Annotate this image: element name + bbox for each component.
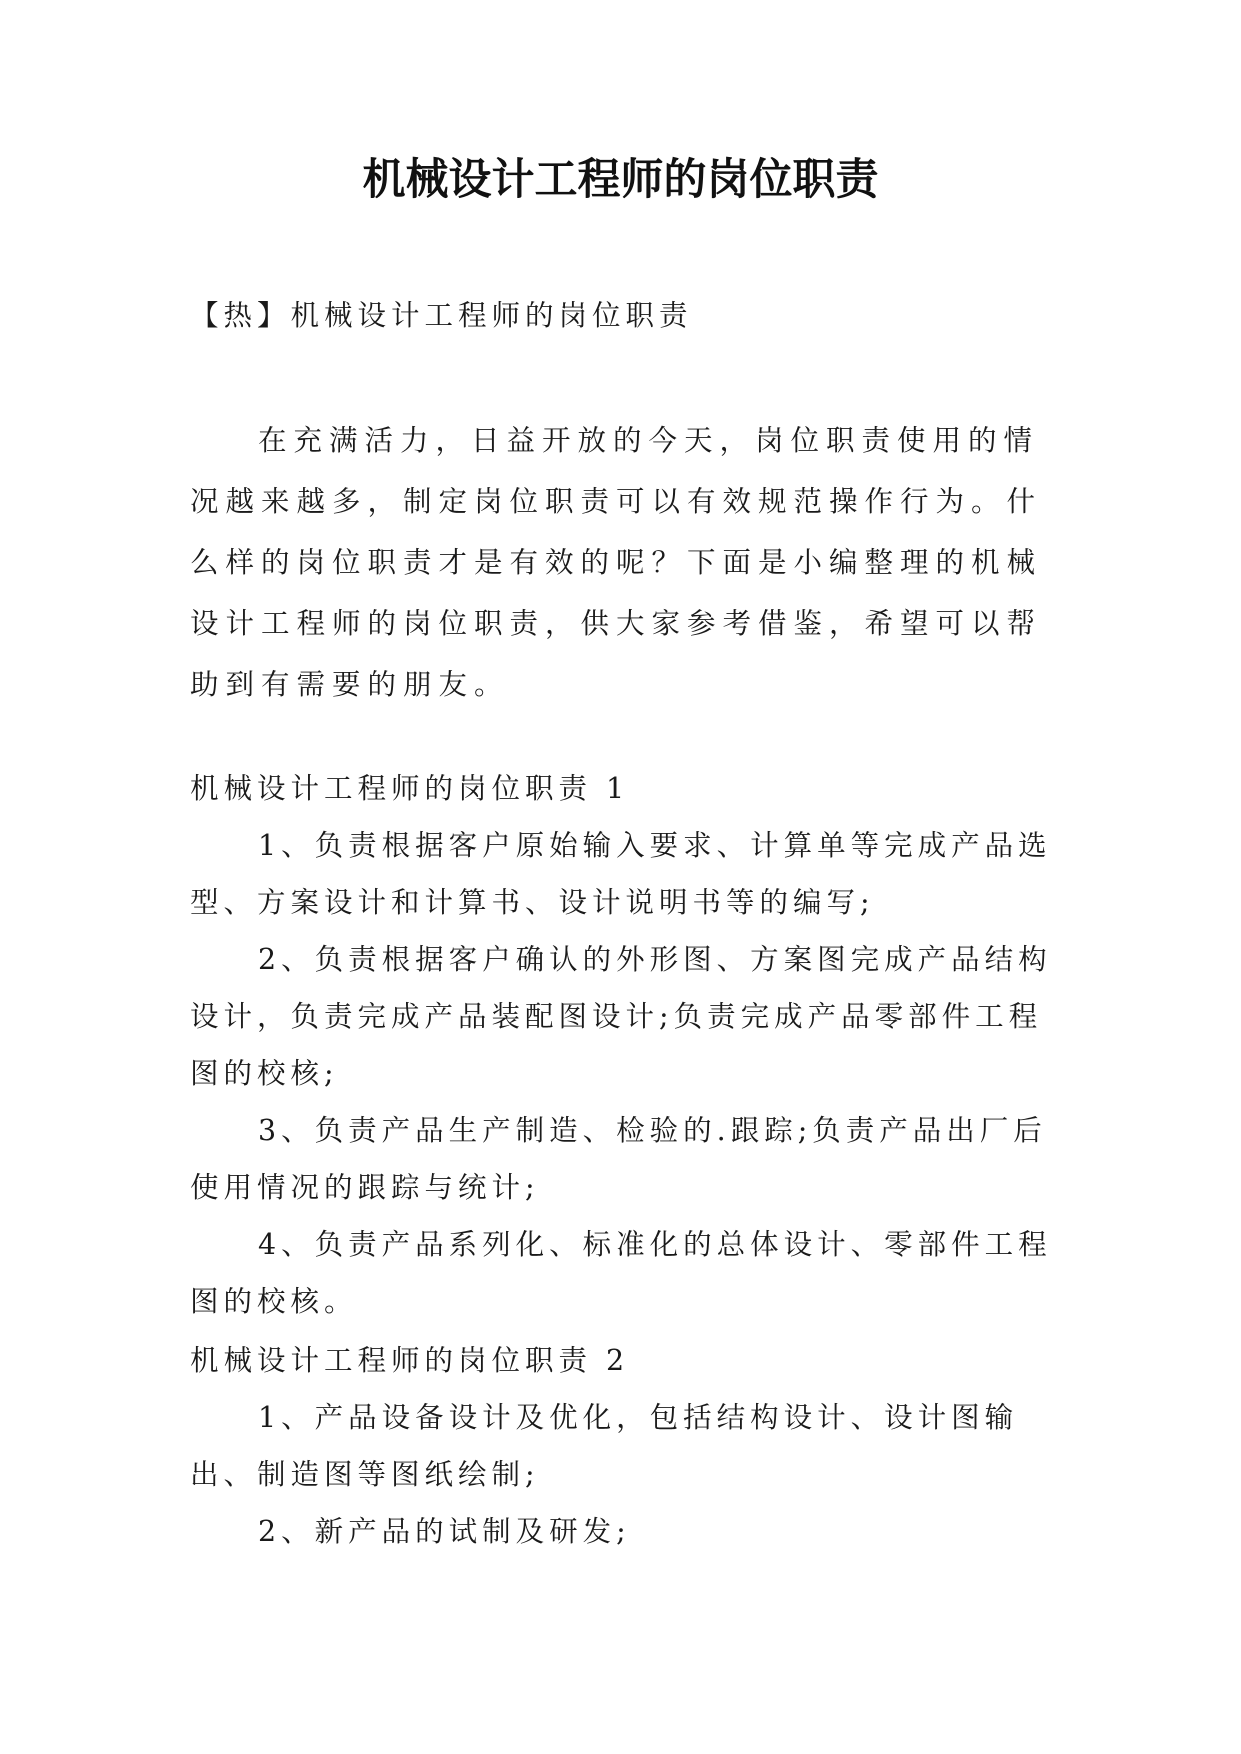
- list-item: 2、新产品的试制及研发;: [258, 1515, 631, 1548]
- intro-paragraph: 在充满活力，日益开放的今天，岗位职责使用的情况越来越多，制定岗位职责可以有效规范操作行为。什么样的岗位职责才是有效的呢？下面是小编整理的机械设计工程师的岗位职责，供大家参考借鉴，希望可以帮助到有需要的朋友。: [190, 424, 1043, 701]
- list-item: 1、产品设备设计及优化，包括结构设计、设计图输出、制造图等图纸绘制;: [190, 1401, 1019, 1491]
- section-1: [190, 760, 1052, 1330]
- document-subtitle: 【热】机械设计工程师的岗位职责: [190, 299, 693, 332]
- list-item: 4、负责产品系列化、标准化的总体设计、零部件工程图的校核。: [190, 1228, 1052, 1318]
- list-item: 1、负责根据客户原始输入要求、计算单等完成产品选型、方案设计和计算书、设计说明书等的编写;: [190, 829, 1052, 919]
- document-title: 机械设计工程师的岗位职责: [362, 155, 879, 205]
- section-2: [190, 1332, 1052, 1560]
- section-heading: 机械设计工程师的岗位职责 2: [190, 1344, 630, 1377]
- list-item: 2、负责根据客户确认的外形图、方案图完成产品结构设计，负责完成产品装配图设计;负责完成产品零部件工程图的校核;: [190, 943, 1052, 1090]
- section-heading: 机械设计工程师的岗位职责 1: [190, 772, 630, 805]
- list-item: 3、负责产品生产制造、检验的.跟踪;负责产品出厂后使用情况的跟踪与统计;: [190, 1114, 1047, 1204]
